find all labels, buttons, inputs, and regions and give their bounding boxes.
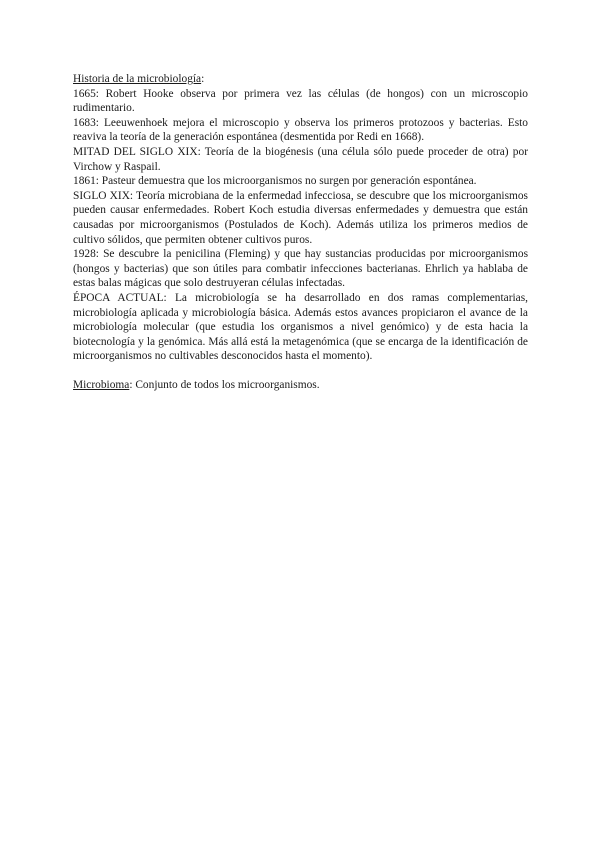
history-entry-1928: 1928: Se descubre la penicilina (Fleming) y que hay sustancias producidas por microorganismos (hongos y bacterias) que son útiles para combatir infecciones bacterianas. Ehrlich ya hablaba de estas balas mágicas que solo destruyeran células infectadas. [73,248,528,290]
history-entry-1861: 1861: Pasteur demuestra que los microorganismos no surgen por generación espontánea. [73,175,477,188]
history-heading-line [73,72,528,87]
history-entry-1665: 1665: Robert Hooke observa por primera vez las células (de hongos) con un microscopio rudimentario. [73,87,528,115]
document-body [73,72,528,393]
microbioma-term: Microbioma [73,379,130,392]
microbioma-definition [73,378,528,393]
history-entry-1683: 1683: Leeuwenhoek mejora el microscopio y observa los primeros protozoos y bacterias. Esto reaviva la teoría de la generación espontánea (desmentida por Redi en 1668). [73,116,528,144]
history-entry-19th-century: SIGLO XIX: Teoría microbiana de la enfermedad infecciosa, se descubre que los microorganismos pueden causar enfermedades. Robert Koch estudia diversas enfermedades y demuestra que están causadas por microorganismos (Postulados de Koch). Además utiliza los primeros medios de cultivo sólidos, que permiten obtener cultivos puros. [73,189,528,246]
microbioma-text: : Conjunto de todos los microorganismos. [129,379,320,392]
history-entry-current-era: ÉPOCA ACTUAL: La microbiología se ha desarrollado en dos ramas complementarias, microbiología aplicada y microbiología básica. Además estos avances propiciaron el avance de la microbiología molecular (que estudia los organismos a nivel genómico) y de esta hacia la biotecnología y la genómica. Más allá está la metagenómica (que se encarga de la identificación de microorganismos no cultivables desconocidos hasta el momento). [73,291,528,363]
history-heading: Historia de la microbiología [73,73,202,85]
history-heading-colon: : [201,73,205,85]
paragraph-spacer [73,364,528,379]
history-entry-mid-19th-century: MITAD DEL SIGLO XIX: Teoría de la biogénesis (una célula sólo puede proceder de otra) por Virchow y Raspail. [73,145,528,173]
